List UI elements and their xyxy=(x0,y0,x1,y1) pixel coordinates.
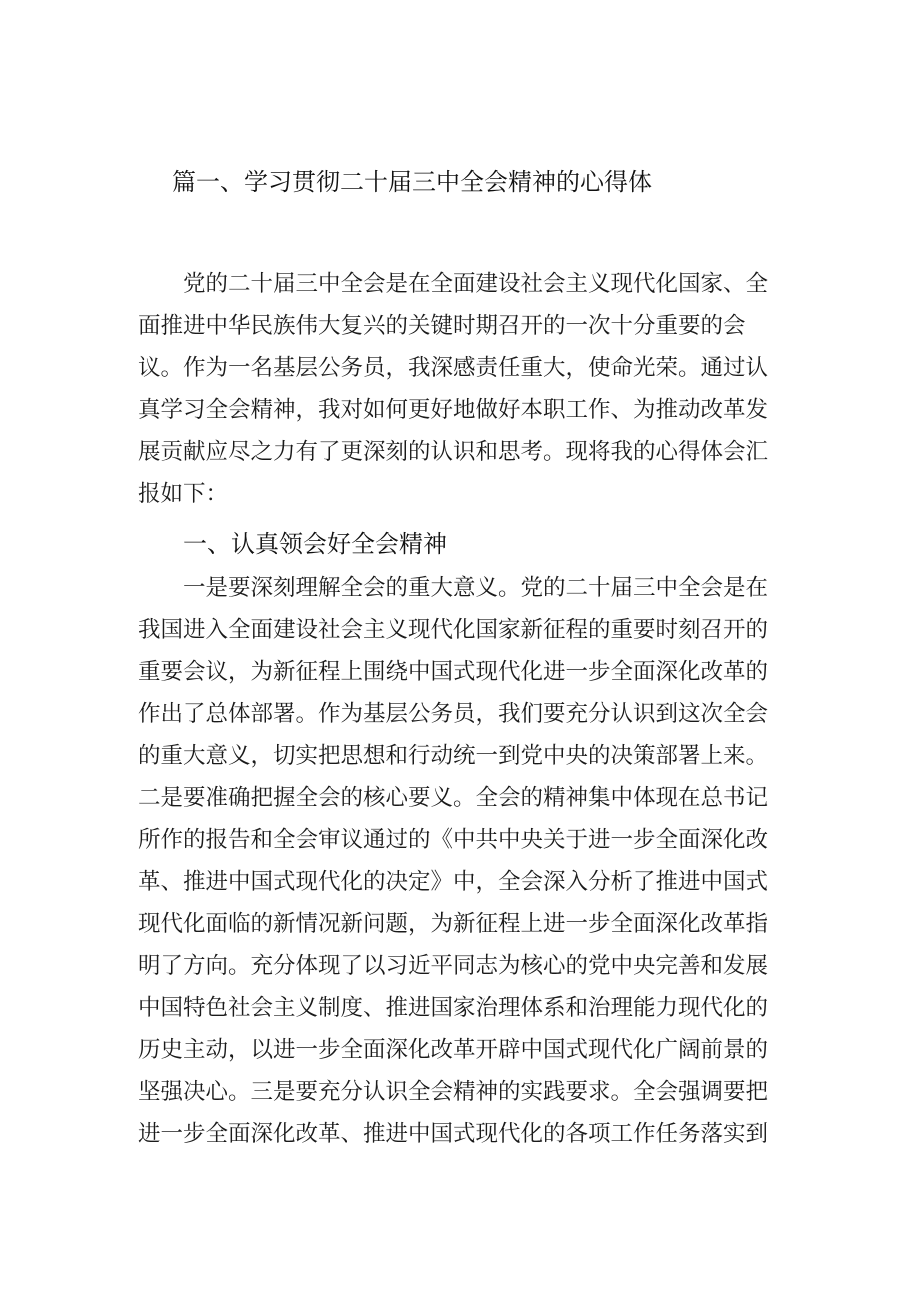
paragraph-line: 报如下： xyxy=(138,481,229,507)
paragraph-line: 的重大意义，切实把思想和行动统一到党中央的决策部署上来。 xyxy=(138,743,769,769)
paragraph-line: 二是要准确把握全会的核心要义。全会的精神集中体现在总书记 xyxy=(138,785,769,811)
paragraph-line: 革、推进中国式现代化的决定》中，全会深入分析了推进中国式 xyxy=(138,869,769,895)
paragraph-line: 进一步全面深化改革、推进中国式现代化的各项工作任务落实到 xyxy=(138,1121,769,1147)
section-heading: 一、认真领会好全会精神 xyxy=(183,530,447,558)
paragraph-line: 历史主动，以进一步全面深化改革开辟中国式现代化广阔前景的 xyxy=(138,1037,769,1063)
paragraph-line: 重要会议，为新征程上围绕中国式现代化进一步全面深化改革的 xyxy=(138,659,769,685)
paragraph-line: 中国特色社会主义制度、推进国家治理体系和治理能力现代化的 xyxy=(138,995,769,1021)
paragraph-line: 议。作为一名基层公务员，我深感责任重大，使命光荣。通过认 xyxy=(138,355,769,381)
paragraph-line: 所作的报告和全会审议通过的《中共中央关于进一步全面深化改 xyxy=(138,827,769,853)
paragraph-line: 展贡献应尽之力有了更深刻的认识和思考。现将我的心得体会汇 xyxy=(138,439,769,465)
paragraph-line: 我国进入全面建设社会主义现代化国家新征程的重要时刻召开的 xyxy=(138,617,769,643)
paragraph-line: 一是要深刻理解全会的重大意义。党的二十届三中全会是在 xyxy=(183,575,769,601)
paragraph-line: 党的二十届三中全会是在全面建设社会主义现代化国家、全 xyxy=(183,271,769,297)
paragraph-line: 作出了总体部署。作为基层公务员，我们要充分认识到这次全会 xyxy=(138,701,769,727)
paragraph-line: 面推进中华民族伟大复兴的关键时期召开的一次十分重要的会 xyxy=(138,313,746,339)
paragraph-line: 真学习全会精神，我对如何更好地做好本职工作、为推动改革发 xyxy=(138,397,769,423)
paragraph-line: 明了方向。充分体现了以习近平同志为核心的党中央完善和发展 xyxy=(138,953,769,979)
paragraph-line: 坚强决心。三是要充分认识全会精神的实践要求。全会强调要把 xyxy=(138,1079,769,1105)
paragraph-line: 现代化面临的新情况新问题，为新征程上进一步全面深化改革指 xyxy=(138,911,769,937)
document-title: 篇一、学习贯彻二十届三中全会精神的心得体 xyxy=(172,168,652,196)
